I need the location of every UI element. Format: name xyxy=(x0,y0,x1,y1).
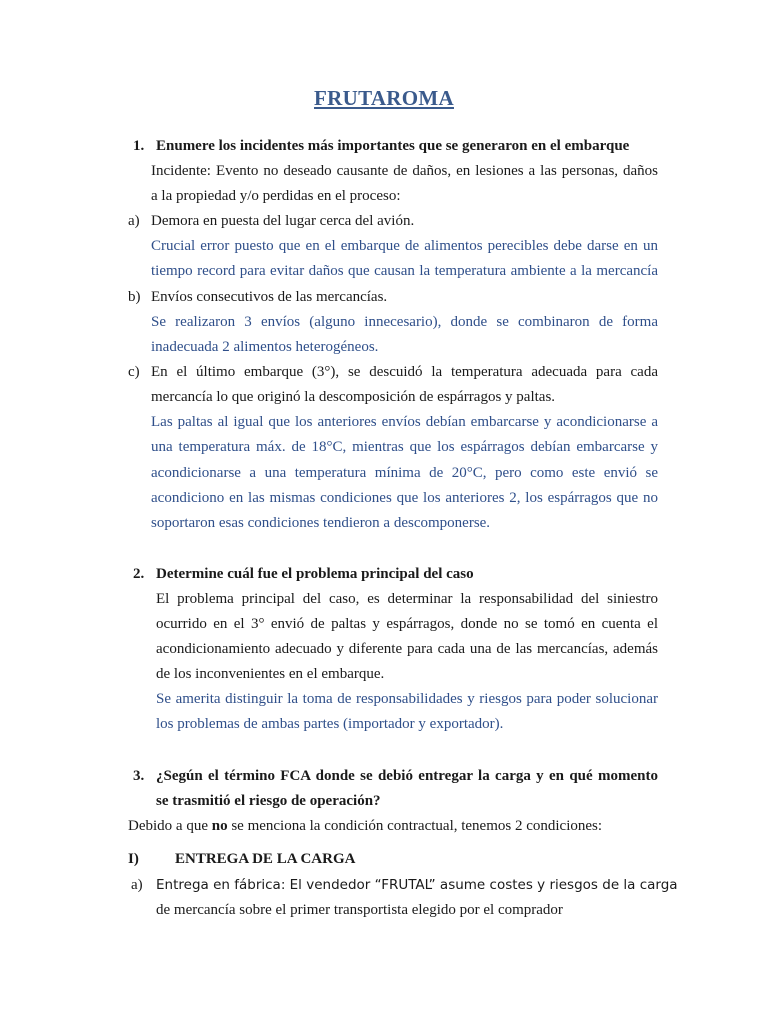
q3-heading-line-2: se trasmitió el riesgo de operación? xyxy=(156,793,381,809)
q3-section-number: I) xyxy=(128,851,139,867)
q3-intro-after: se menciona la condición contractual, tenemos 2 condiciones: xyxy=(227,818,603,834)
q1-number: 1. xyxy=(133,138,145,154)
q3-intro-before: Debido a que xyxy=(128,818,212,834)
q1-item-c-note-line-1: Las paltas al igual que los anteriores envíos debían embarcarse y acondicionarse a xyxy=(151,414,658,430)
q1-item-b-marker: b) xyxy=(128,289,141,305)
q2-paragraph-line-4: de los inconvenientes en el embarque. xyxy=(156,666,385,682)
q1-heading: Enumere los incidentes más importantes que se generaron en el embarque xyxy=(156,138,630,154)
q2-number: 2. xyxy=(133,566,145,582)
q3-item-a-text-line-1: Entrega en fábrica: El vendedor “FRUTAL” asume costes y riesgos de la carga xyxy=(156,877,678,893)
q3-item-a-text-line-2: de mercancía sobre el primer transportista elegido por el comprador xyxy=(156,902,563,918)
q1-item-a-text: Demora en puesta del lugar cerca del avión. xyxy=(151,213,415,229)
q1-item-c-note-line-2: una temperatura máx. de 18°C, mientras que los espárragos debían embarcarse y xyxy=(151,439,658,455)
q3-heading-line-1: ¿Según el término FCA donde se debió entregar la carga y en qué momento xyxy=(156,768,658,784)
q1-item-b-note-line-1: Se realizaron 3 envíos (alguno innecesario), donde se combinaron de forma xyxy=(151,314,658,330)
q1-item-c-note-line-4: acondiciono en las mismas condiciones que los anteriores 2, los espárragos que no xyxy=(151,490,658,506)
q3-item-a-marker: a) xyxy=(131,877,143,893)
page-title: FRUTAROMA xyxy=(314,86,454,110)
q1-definition-line-1: Incidente: Evento no deseado causante de daños, en lesiones a las personas, daños xyxy=(151,163,658,179)
q1-item-a-marker: a) xyxy=(128,213,140,229)
q2-heading: Determine cuál fue el problema principal del caso xyxy=(156,566,474,582)
q1-item-a-note-line-1: Crucial error puesto que en el embarque de alimentos perecibles debe darse en un xyxy=(151,238,658,254)
q2-paragraph-line-1: El problema principal del caso, es determinar la responsabilidad del siniestro xyxy=(156,591,658,607)
q1-item-c-note-line-3: acondicionarse a una temperatura mínima de 20°C, pero como este envió se xyxy=(151,465,658,481)
q1-item-c-note-line-5: soportaron esas condiciones tendieron a descomponerse. xyxy=(151,515,491,531)
q1-item-b-note-line-2: inadecuada 2 alimentos heterogéneos. xyxy=(151,339,379,355)
q3-intro-emphasis: no xyxy=(211,818,228,834)
q1-item-c-marker: c) xyxy=(128,364,140,380)
q3-section-title: ENTREGA DE LA CARGA xyxy=(175,851,356,867)
q1-definition-line-2: a la propiedad y/o perdidas en el proceso: xyxy=(151,188,401,204)
q1-item-c-text-line-2: mercancía lo que originó la descomposición de espárragos y paltas. xyxy=(151,389,556,405)
q2-paragraph-line-2: ocurrido en el 3° envió de paltas y espárragos, donde no se tomó en cuenta el xyxy=(156,616,658,632)
q2-paragraph-line-3: acondicionamiento adecuado y diferente para cada una de las mercancías, además xyxy=(156,641,658,657)
q1-item-a-note-line-2: tiempo record para evitar daños que causan la temperatura ambiente a la mercancía xyxy=(151,263,658,279)
q2-note-line-1: Se amerita distinguir la toma de responsabilidades y riesgos para poder solucionar xyxy=(156,691,658,707)
q1-item-b-text: Envíos consecutivos de las mercancías. xyxy=(151,289,388,305)
q3-intro xyxy=(128,816,602,836)
q1-item-c-text-line-1: En el último embarque (3°), se descuidó la temperatura adecuada para cada xyxy=(151,364,658,380)
q3-number: 3. xyxy=(133,768,145,784)
q2-note-line-2: los problemas de ambas partes (importador y exportador). xyxy=(156,716,504,732)
